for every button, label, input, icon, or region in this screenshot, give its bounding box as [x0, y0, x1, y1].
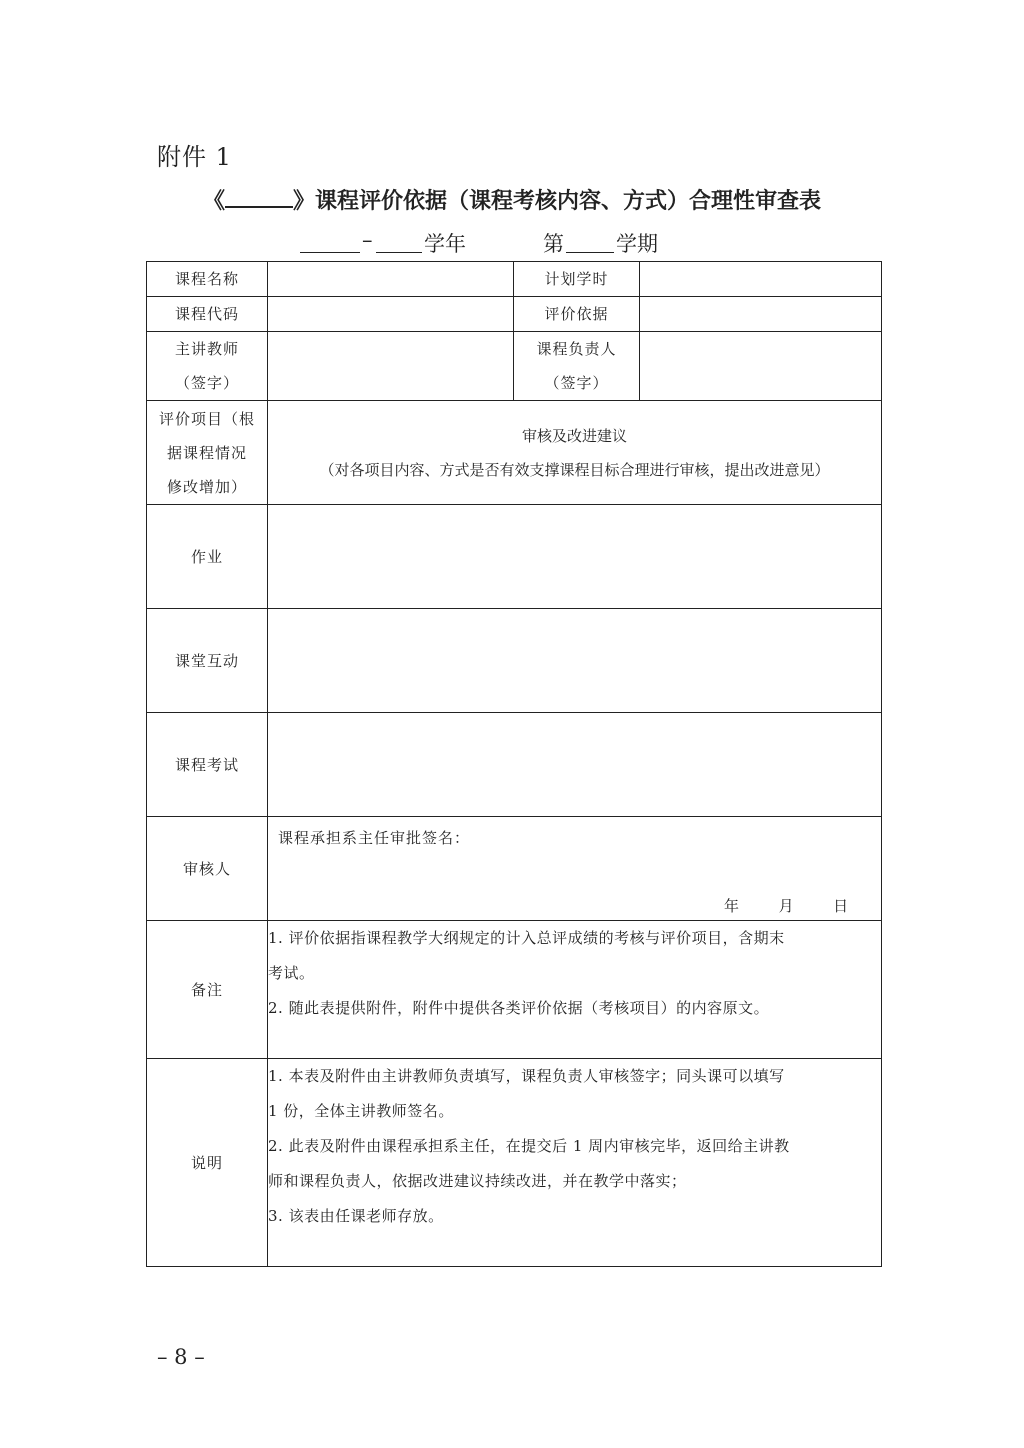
- academic-year-label: 学年: [424, 232, 466, 256]
- explain-line: 1. 本表及附件由主讲教师负责填写，课程负责人审核签字；同头课可以填写: [268, 1067, 785, 1085]
- course-owner-label: [514, 332, 640, 401]
- remarks-label: 备注: [147, 921, 268, 1059]
- term-dash: –: [362, 228, 373, 252]
- title-text: 课程评价依据（课程考核内容、方式）合理性审查表: [315, 189, 822, 214]
- date-day-label: 日: [833, 897, 849, 915]
- lead-teacher-text: 主讲教师: [174, 340, 239, 358]
- eval-item-line-3: 修改增加）: [166, 477, 247, 496]
- course-name-cell[interactable]: [268, 262, 514, 297]
- eval-item-line-2: 据课程情况: [166, 443, 247, 462]
- review-date: [724, 895, 848, 916]
- exam-label: 课程考试: [147, 713, 268, 817]
- page-number: – 8 –: [157, 1345, 205, 1369]
- interaction-suggestion-cell[interactable]: [268, 609, 882, 713]
- course-owner-text: 课程负责人: [536, 340, 617, 358]
- review-form-table: [146, 261, 882, 1267]
- lead-teacher-label: [147, 332, 268, 401]
- reviewer-signature-cell[interactable]: [268, 817, 882, 921]
- homework-label: 作业: [147, 505, 268, 609]
- course-name-blank[interactable]: [225, 188, 293, 208]
- reviewer-label: 审核人: [147, 817, 268, 921]
- lead-teacher-signature-cell[interactable]: [268, 332, 514, 401]
- homework-suggestion-cell[interactable]: [268, 505, 882, 609]
- date-month-label: 月: [778, 897, 794, 915]
- title-open-bracket: 《: [202, 189, 225, 214]
- date-year-label: 年: [724, 897, 740, 915]
- course-owner-sign-text: （签字）: [544, 374, 609, 392]
- form-title: [0, 184, 1024, 215]
- remarks-line: 1. 评价依据指课程教学大纲规定的计入总评成绩的考核与评价项目，含期末: [268, 929, 785, 947]
- course-code-label: 课程代码: [147, 297, 268, 332]
- course-code-cell[interactable]: [268, 297, 514, 332]
- eval-item-label: [147, 401, 268, 505]
- evaluation-basis-cell[interactable]: [640, 297, 882, 332]
- start-year-blank[interactable]: [300, 230, 360, 253]
- planned-hours-cell[interactable]: [640, 262, 882, 297]
- title-close-bracket: 》: [292, 189, 315, 214]
- lead-teacher-sign-text: （签字）: [174, 374, 239, 392]
- reviewer-signature-prompt: 课程承担系主任审批签名：: [278, 829, 471, 847]
- course-owner-signature-cell[interactable]: [640, 332, 882, 401]
- exam-suggestion-cell[interactable]: [268, 713, 882, 817]
- explain-line: 2. 此表及附件由课程承担系主任，在提交后 1 周内审核完毕，返回给主讲教: [268, 1137, 790, 1155]
- eval-item-line-1: 评价项目（根: [158, 409, 255, 428]
- suggestion-description: （对各项目内容、方式是否有效支撑课程目标合理进行审核，提出改进意见）: [319, 460, 830, 479]
- planned-hours-label: 计划学时: [514, 262, 640, 297]
- course-name-label: 课程名称: [147, 262, 268, 297]
- end-year-blank[interactable]: [376, 230, 422, 253]
- semester-number-blank[interactable]: [566, 230, 614, 253]
- interaction-label: 课堂互动: [147, 609, 268, 713]
- explain-label: 说明: [147, 1059, 268, 1267]
- suggestion-header: [268, 401, 882, 505]
- remarks-line: 考试。: [268, 964, 315, 982]
- suggestion-title: 审核及改进建议: [521, 426, 627, 445]
- remarks-line: 2. 随此表提供附件，附件中提供各类评价依据（考核项目）的内容原文。: [268, 999, 770, 1017]
- attachment-label: 附件 1: [157, 143, 232, 171]
- explain-content: [268, 1059, 882, 1267]
- explain-line: 1 份，全体主讲教师签名。: [268, 1102, 454, 1120]
- explain-line: 师和课程负责人，依据改进建议持续改进，并在教学中落实；: [268, 1172, 687, 1190]
- term-di-label: 第: [543, 232, 564, 256]
- evaluation-basis-label: 评价依据: [514, 297, 640, 332]
- explain-line: 3. 该表由任课老师存放。: [268, 1207, 444, 1225]
- semester-label: 学期: [616, 232, 658, 256]
- remarks-content: [268, 921, 882, 1059]
